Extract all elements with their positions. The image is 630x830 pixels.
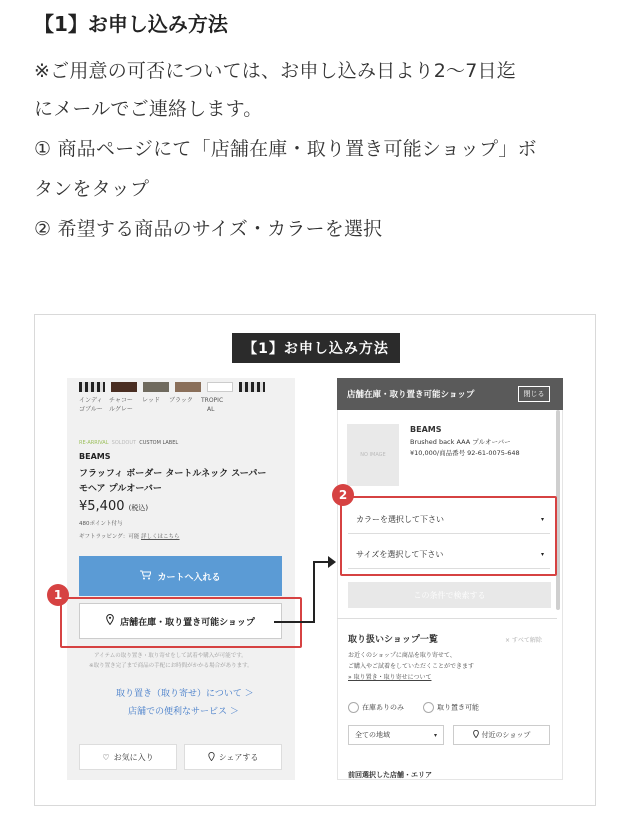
swatch-indigo[interactable]: [79, 382, 105, 392]
store-services-link[interactable]: 店舗での便利なサービス ＞: [128, 707, 239, 717]
color-select-label: カラーを選択して下さい: [356, 515, 444, 524]
reserve-note-1: アイテムの取り置き・取り寄せをして試着や購入が可能です。: [94, 653, 247, 659]
swatch-label: ルグレー: [109, 406, 133, 413]
radio-reservable-label: 取り置き可能: [437, 703, 479, 712]
swatch-label: レッド: [142, 397, 160, 404]
share-button[interactable]: [184, 744, 282, 770]
swatch-tropical[interactable]: [207, 382, 233, 392]
area-select[interactable]: [348, 725, 444, 745]
instruction-line-1: ※ご用意の可否については、お申し込み日より2〜7日迄: [34, 60, 516, 82]
shop-desc-2: ご購入やご試着をしていただくことができます: [348, 663, 475, 670]
location-pin-icon: [473, 730, 479, 740]
color-swatches: [67, 378, 295, 392]
cart-label: カートへ入れる: [157, 572, 221, 583]
swatch-label: ブラック: [169, 397, 193, 404]
price-tax: (税込): [128, 504, 149, 512]
shop-list-title: 取り扱いショップ一覧: [348, 635, 438, 645]
cart-icon: [140, 570, 151, 583]
section-heading: 【1】お申し込み方法: [34, 12, 228, 36]
highlight-box-step-2: [340, 496, 557, 576]
swatch-label: TROPIC: [201, 397, 224, 404]
tag-soldout: SOLDOUT: [111, 440, 137, 446]
add-to-cart-button[interactable]: [79, 556, 282, 596]
product-thumbnail: NO IMAGE: [347, 424, 399, 486]
swatch-label: インディ: [79, 397, 103, 404]
instruction-line-2: にメールでご連絡します。: [34, 98, 263, 120]
modal-title: 店舗在庫・取り置き可能ショップ: [347, 390, 475, 400]
reserve-about-link[interactable]: » 取り置き・取り寄せについて: [348, 674, 432, 681]
modal-brand: BEAMS: [410, 425, 442, 434]
heart-icon: ♡: [102, 752, 110, 762]
close-button[interactable]: 閉じる: [518, 386, 550, 402]
tag-custom-label: CUSTOM LABEL: [139, 440, 179, 446]
swatch-label: AL: [207, 406, 215, 413]
product-title-line-1: フラッフィ ボーダー タートルネック スーパー: [79, 469, 267, 479]
swatch-label: チャコー: [109, 397, 133, 404]
highlight-box-step-1: [60, 597, 302, 648]
divider: [337, 618, 557, 619]
instruction-line-3: ① 商品ページにて「店舗在庫・取り置き可能ショップ」ボ: [34, 138, 537, 160]
chevron-down-icon: ▾: [540, 551, 544, 558]
step-connector-arrow: [270, 550, 340, 630]
product-tags: [79, 440, 178, 446]
gift-wrapping: [79, 532, 180, 540]
modal-product-name: Brushed back AAA プルオーバー: [410, 438, 511, 446]
gift-text: ギフトラッピング：可能: [79, 534, 140, 540]
recent-store-label: 前回選択した店舗・エリア: [348, 771, 432, 779]
gift-link[interactable]: 詳しくはこちら: [141, 534, 180, 540]
area-select-label: 全ての地域: [355, 731, 390, 739]
price-value: ¥5,400: [79, 499, 125, 514]
tag-rearrival: RE-ARRIVAL: [79, 440, 109, 446]
swatch-extra[interactable]: [239, 382, 265, 392]
share-label: シェアする: [218, 752, 259, 762]
favorite-button[interactable]: [79, 744, 177, 770]
modal-price-line: ¥10,000/商品番号 92-61-0075-648: [410, 449, 520, 457]
radio-in-stock[interactable]: [348, 702, 404, 713]
illustration-title-badge: 【1】お申し込み方法: [232, 333, 400, 363]
nearby-shops-button[interactable]: [453, 725, 550, 745]
location-pin-icon: [208, 752, 215, 763]
product-brand: BEAMS: [79, 452, 111, 461]
store-stock-label: 店舗在庫・取り置き可能ショップ: [120, 617, 255, 628]
radio-circle[interactable]: [423, 702, 434, 713]
step-2-marker: 2: [332, 484, 354, 506]
swatch-label: ゴブルー: [79, 406, 103, 413]
chevron-down-icon: ▾: [540, 516, 544, 523]
favorite-label: お気に入り: [113, 752, 154, 762]
instruction-line-4: タンをタップ: [34, 178, 150, 200]
reserve-note-2: ※取り置き完了まで商品の手配にお時間がかかる場合があります。: [89, 663, 253, 669]
clear-all-link[interactable]: × すべて解除: [505, 637, 542, 644]
swatch-charcoal[interactable]: [111, 382, 137, 392]
nearby-shops-label: 付近のショップ: [481, 731, 531, 739]
reserve-info-link[interactable]: 取り置き（取り寄せ）について ＞: [116, 689, 254, 699]
instruction-line-5: ② 希望する商品のサイズ・カラーを選択: [34, 218, 383, 240]
swatch-black[interactable]: [175, 382, 201, 392]
swatch-red[interactable]: [143, 382, 169, 392]
product-price: [79, 499, 148, 514]
chevron-down-icon: ▾: [433, 731, 437, 739]
radio-in-stock-label: 在庫ありのみ: [362, 703, 404, 712]
radio-circle[interactable]: [348, 702, 359, 713]
shop-desc-1: お近くのショップに商品を取り寄せて、: [348, 652, 456, 659]
step-1-marker: 1: [47, 584, 69, 606]
product-title-line-2: モヘア プルオーバー: [79, 484, 162, 494]
size-select-label: サイズを選択して下さい: [356, 550, 444, 559]
radio-reservable[interactable]: [423, 702, 479, 713]
points-text: 480ポイント付与: [79, 521, 123, 527]
search-button-disabled[interactable]: この条件で検索する: [348, 582, 551, 608]
